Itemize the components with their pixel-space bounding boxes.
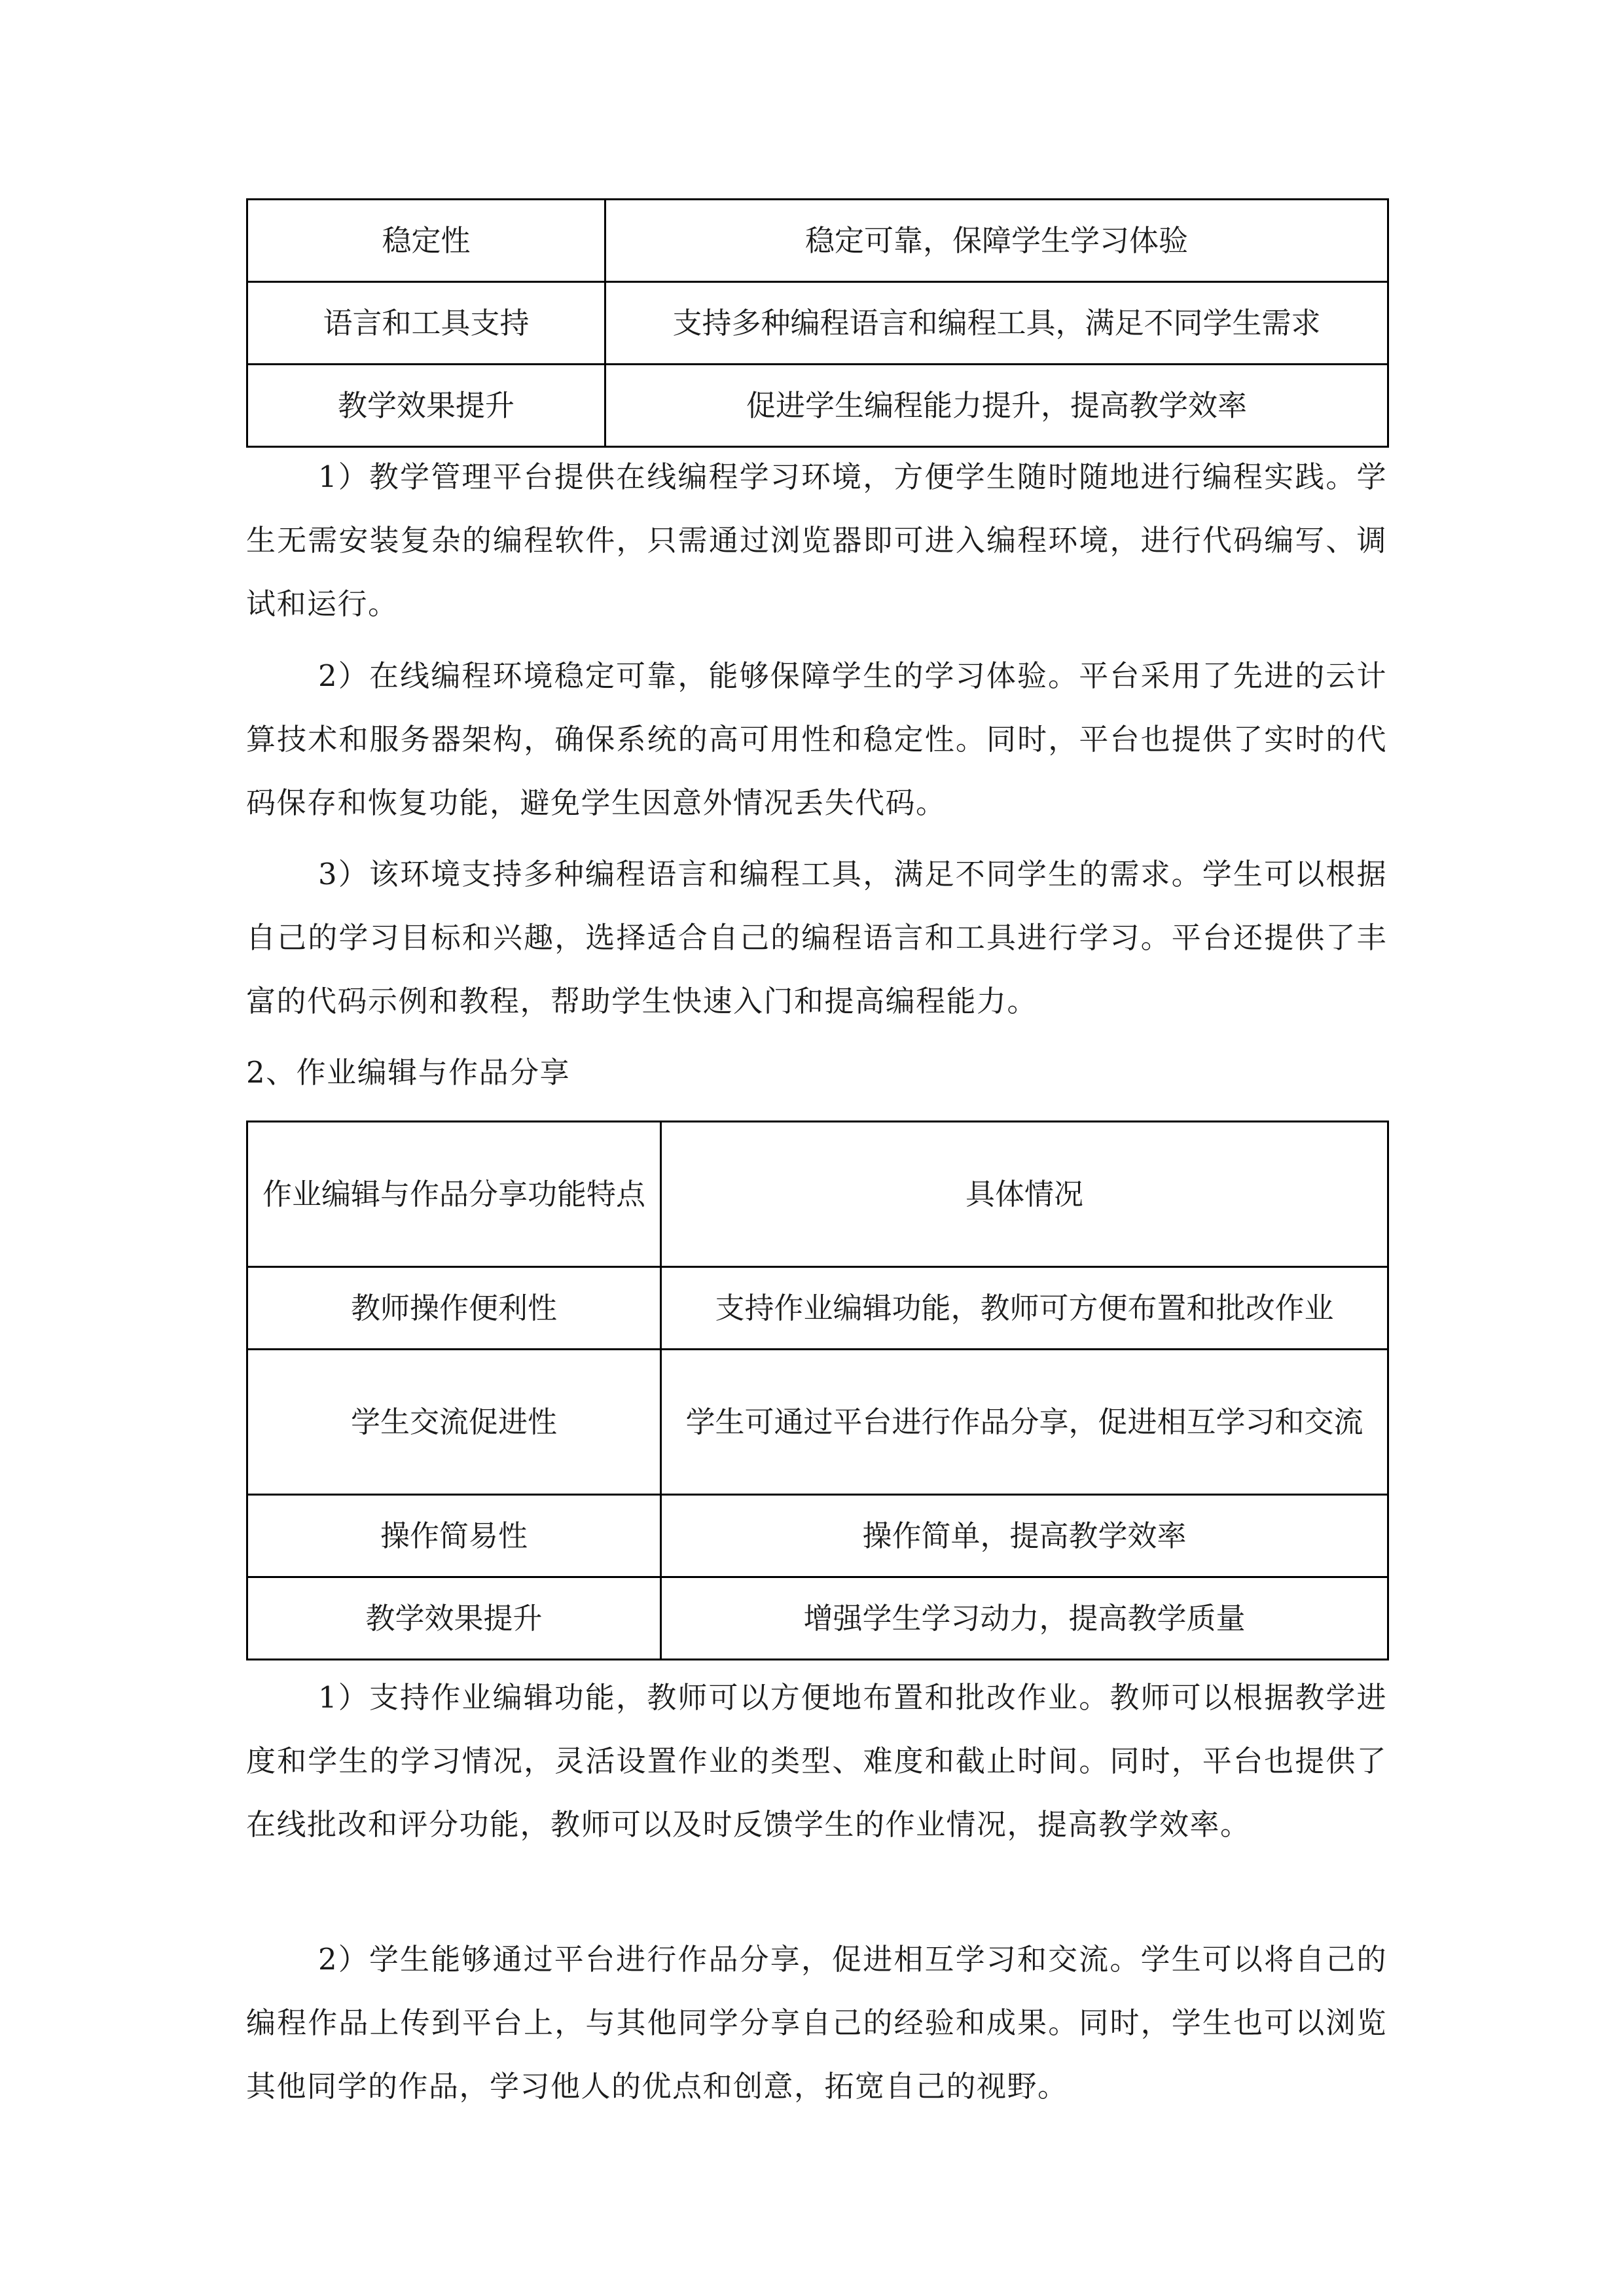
paragraph: 2）学生能够通过平台进行作品分享，促进相互学习和交流。学生可以将自己的编程作品上传到平台上，与其他同学分享自己的经验和成果。同时，学生也可以浏览其他同学的作品，学习他人的优点和创意，拓宽自己的视野。	[246, 1942, 1387, 2104]
table-row	[247, 1350, 1388, 1495]
detail-cell: 增强学生学习动力，提高教学质量	[661, 1577, 1388, 1660]
table-row	[247, 365, 1388, 447]
feature-cell: 稳定性	[247, 200, 605, 282]
feature-cell: 教学效果提升	[247, 365, 605, 447]
detail-cell: 稳定可靠，保障学生学习体验	[605, 200, 1388, 282]
feature-cell: 学生交流促进性	[247, 1350, 661, 1495]
feature-cell: 操作简易性	[247, 1495, 661, 1577]
table-row	[247, 200, 1388, 282]
detail-cell: 支持多种编程语言和编程工具，满足不同学生需求	[605, 282, 1388, 365]
header-feature-cell: 作业编辑与作品分享功能特点	[247, 1122, 661, 1267]
online-coding-features-table	[246, 198, 1389, 448]
paragraph: 3）该环境支持多种编程语言和编程工具，满足不同学生的需求。学生可以根据自己的学习目标和兴趣，选择适合自己的编程语言和工具进行学习。平台还提供了丰富的代码示例和教程，帮助学生快速入门和提高编程能力。	[246, 857, 1387, 1018]
detail-cell: 学生可通过平台进行作品分享，促进相互学习和交流	[661, 1350, 1388, 1495]
table-row	[247, 1495, 1388, 1577]
header-detail-cell: 具体情况	[661, 1122, 1388, 1267]
table-header-row	[247, 1122, 1388, 1267]
table-row	[247, 282, 1388, 365]
paragraph: 2）在线编程环境稳定可靠，能够保障学生的学习体验。平台采用了先进的云计算技术和服务器架构，确保系统的高可用性和稳定性。同时，平台也提供了实时的代码保存和恢复功能，避免学生因意外情况丢失代码。	[246, 658, 1387, 820]
table-row	[247, 1577, 1388, 1660]
detail-cell: 操作简单，提高教学效率	[661, 1495, 1388, 1577]
feature-cell: 教学效果提升	[247, 1577, 661, 1660]
homework-sharing-features-table	[246, 1121, 1389, 1660]
detail-cell: 支持作业编辑功能，教师可方便布置和批改作业	[661, 1267, 1388, 1350]
paragraph: 1）教学管理平台提供在线编程学习环境，方便学生随时随地进行编程实践。学生无需安装复杂的编程软件，只需通过浏览器即可进入编程环境，进行代码编写、调试和运行。	[246, 459, 1387, 621]
section-heading: 2、作业编辑与作品分享	[246, 1055, 571, 1090]
table-row	[247, 1267, 1388, 1350]
paragraph: 1）支持作业编辑功能，教师可以方便地布置和批改作业。教师可以根据教学进度和学生的学习情况，灵活设置作业的类型、难度和截止时间。同时，平台也提供了在线批改和评分功能，教师可以及时反馈学生的作业情况，提高教学效率。	[246, 1680, 1387, 1842]
feature-cell: 教师操作便利性	[247, 1267, 661, 1350]
feature-cell: 语言和工具支持	[247, 282, 605, 365]
detail-cell: 促进学生编程能力提升，提高教学效率	[605, 365, 1388, 447]
